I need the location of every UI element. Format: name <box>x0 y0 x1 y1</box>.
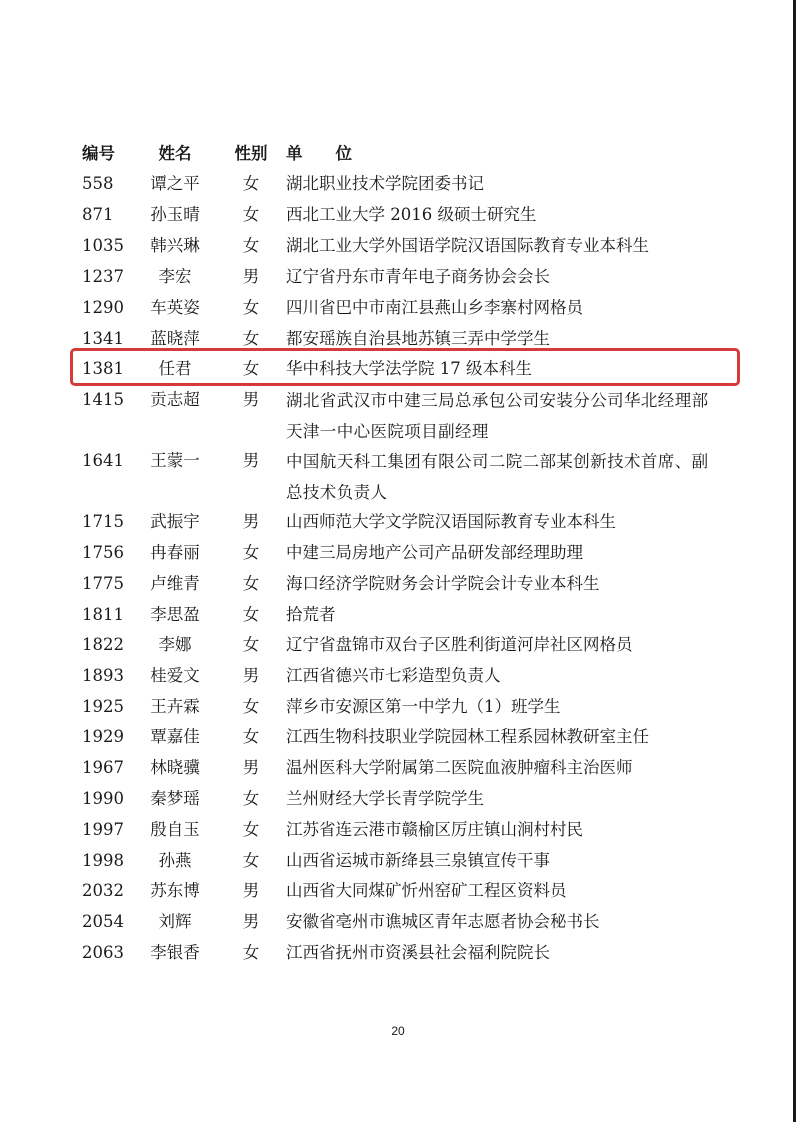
row-id: 1415 <box>82 390 124 409</box>
table-row <box>0 231 796 261</box>
row-name: 苏东博 <box>150 881 200 900</box>
table-row <box>0 262 796 292</box>
row-name: 车英姿 <box>150 298 200 317</box>
header-gender: 性别 <box>234 144 268 163</box>
page-number: 20 <box>391 1024 405 1038</box>
row-id: 1990 <box>82 789 124 808</box>
table-row <box>0 293 796 323</box>
row-name: 谭之平 <box>150 174 200 193</box>
row-unit: 江西省抚州市资溪县社会福利院院长 <box>286 943 550 962</box>
row-unit: 山西省运城市新绛县三泉镇宣传干事 <box>286 851 550 870</box>
row-name: 殷自玉 <box>150 820 200 839</box>
row-unit: 辽宁省丹东市青年电子商务协会会长 <box>286 267 550 286</box>
row-name: 武振宇 <box>150 512 200 531</box>
row-id: 1997 <box>82 820 124 839</box>
row-name: 秦梦瑶 <box>150 789 200 808</box>
row-id: 2032 <box>82 881 124 900</box>
row-name: 林晓骥 <box>150 758 200 777</box>
table-header <box>0 139 796 169</box>
row-name: 王卉霖 <box>150 697 200 716</box>
row-name: 覃嘉佳 <box>150 727 200 746</box>
table-row <box>0 938 796 968</box>
row-id: 1715 <box>82 512 124 531</box>
row-gender: 男 <box>242 390 260 409</box>
row-id: 1237 <box>82 267 124 286</box>
table-row <box>0 784 796 814</box>
table-row <box>0 661 796 691</box>
row-name: 孙玉晴 <box>150 205 200 224</box>
row-gender: 女 <box>242 174 260 193</box>
table-row <box>0 907 796 937</box>
row-name: 卢维青 <box>150 574 200 593</box>
row-unit: 华中科技大学法学院 17 级本科生 <box>286 359 532 378</box>
row-unit: 四川省巴中市南江县燕山乡李寨村网格员 <box>286 298 583 317</box>
row-gender: 女 <box>242 574 260 593</box>
row-unit: 山西省大同煤矿忻州窑矿工程区资料员 <box>286 881 567 900</box>
row-gender: 女 <box>242 359 260 378</box>
row-id: 1811 <box>82 605 124 624</box>
table-row <box>0 385 796 441</box>
table-row <box>0 630 796 660</box>
highlight-box <box>70 348 740 386</box>
row-id: 2063 <box>82 943 124 962</box>
row-unit: 中建三局房地产公司产品研发部经理助理 <box>286 543 583 562</box>
row-gender: 女 <box>242 543 260 562</box>
row-gender: 男 <box>242 912 260 931</box>
row-gender: 女 <box>242 789 260 808</box>
row-gender: 女 <box>242 605 260 624</box>
table-row <box>0 538 796 568</box>
row-name: 韩兴琳 <box>150 236 200 255</box>
row-unit: 江西生物科技职业学院园林工程系园林教研室主任 <box>286 727 649 746</box>
row-gender: 女 <box>242 820 260 839</box>
table-row <box>0 846 796 876</box>
row-gender: 女 <box>242 329 260 348</box>
table-row <box>0 569 796 599</box>
row-gender: 女 <box>242 727 260 746</box>
row-id: 1822 <box>82 635 124 654</box>
row-unit: 萍乡市安源区第一中学九（1）班学生 <box>286 697 561 716</box>
row-name: 李宏 <box>158 267 192 286</box>
table-row <box>0 692 796 722</box>
row-gender: 男 <box>242 758 260 777</box>
row-id: 1893 <box>82 666 124 685</box>
row-unit: 安徽省亳州市谯城区青年志愿者协会秘书长 <box>286 912 600 931</box>
table-row <box>0 200 796 230</box>
row-gender: 女 <box>242 298 260 317</box>
row-id: 871 <box>82 205 114 224</box>
row-name: 李娜 <box>158 635 192 654</box>
row-name: 王蒙一 <box>150 451 200 470</box>
row-gender: 女 <box>242 236 260 255</box>
row-gender: 女 <box>242 851 260 870</box>
row-gender: 男 <box>242 512 260 531</box>
header-id: 编号 <box>82 144 115 163</box>
row-gender: 女 <box>242 635 260 654</box>
row-name: 桂爱文 <box>150 666 200 685</box>
row-id: 1967 <box>82 758 124 777</box>
row-id: 1925 <box>82 697 124 716</box>
table-row <box>0 753 796 783</box>
header-unit: 单 位 <box>286 144 352 163</box>
row-unit: 兰州财经大学长青学院学生 <box>286 789 484 808</box>
row-id: 1641 <box>82 451 124 470</box>
row-unit: 中国航天科工集团有限公司二院二部某创新技术首席、副总技术负责人 <box>286 452 709 502</box>
row-unit: 山西师范大学文学院汉语国际教育专业本科生 <box>286 512 616 531</box>
table-row <box>0 876 796 906</box>
row-id: 1035 <box>82 236 124 255</box>
table-row <box>0 169 796 199</box>
row-unit: 辽宁省盘锦市双台子区胜利街道河岸社区网格员 <box>286 635 633 654</box>
header-name: 姓名 <box>158 144 192 163</box>
row-id: 1756 <box>82 543 124 562</box>
row-unit: 江苏省连云港市赣榆区厉庄镇山涧村村民 <box>286 820 583 839</box>
row-id: 1381 <box>82 359 124 378</box>
row-id: 1929 <box>82 727 124 746</box>
row-gender: 女 <box>242 943 260 962</box>
table-row <box>0 600 796 630</box>
row-unit: 湖北职业技术学院团委书记 <box>286 174 484 193</box>
row-gender: 男 <box>242 267 260 286</box>
row-name: 李思盈 <box>150 605 200 624</box>
row-name: 冉春丽 <box>150 543 200 562</box>
row-gender: 女 <box>242 697 260 716</box>
row-unit: 都安瑶族自治县地苏镇三弄中学学生 <box>286 329 550 348</box>
row-name: 刘辉 <box>158 912 192 931</box>
row-unit: 拾荒者 <box>286 605 336 624</box>
row-id: 1775 <box>82 574 124 593</box>
row-unit: 湖北省武汉市中建三局总承包公司安装分公司华北经理部天津一中心医院项目副经理 <box>286 391 709 441</box>
table-row <box>0 507 796 537</box>
row-id: 1998 <box>82 851 124 870</box>
row-gender: 男 <box>242 881 260 900</box>
row-name: 任君 <box>158 359 192 378</box>
row-unit: 湖北工业大学外国语学院汉语国际教育专业本科生 <box>286 236 649 255</box>
row-id: 2054 <box>82 912 124 931</box>
row-gender: 男 <box>242 666 260 685</box>
row-unit: 西北工业大学 2016 级硕士研究生 <box>286 205 537 224</box>
row-name: 孙燕 <box>158 851 192 870</box>
row-unit: 海口经济学院财务会计学院会计专业本科生 <box>286 574 600 593</box>
row-name: 李银香 <box>150 943 200 962</box>
row-id: 1341 <box>82 329 124 348</box>
row-name: 蓝晓萍 <box>150 329 200 348</box>
row-gender: 男 <box>242 451 260 470</box>
table-row <box>0 815 796 845</box>
row-unit: 温州医科大学附属第二医院血液肿瘤科主治医师 <box>286 758 633 777</box>
row-id: 558 <box>82 174 114 193</box>
table-row <box>0 722 796 752</box>
row-gender: 女 <box>242 205 260 224</box>
row-unit: 江西省德兴市七彩造型负责人 <box>286 666 501 685</box>
row-name: 贡志超 <box>150 390 200 409</box>
table-row <box>0 446 796 502</box>
row-id: 1290 <box>82 298 124 317</box>
